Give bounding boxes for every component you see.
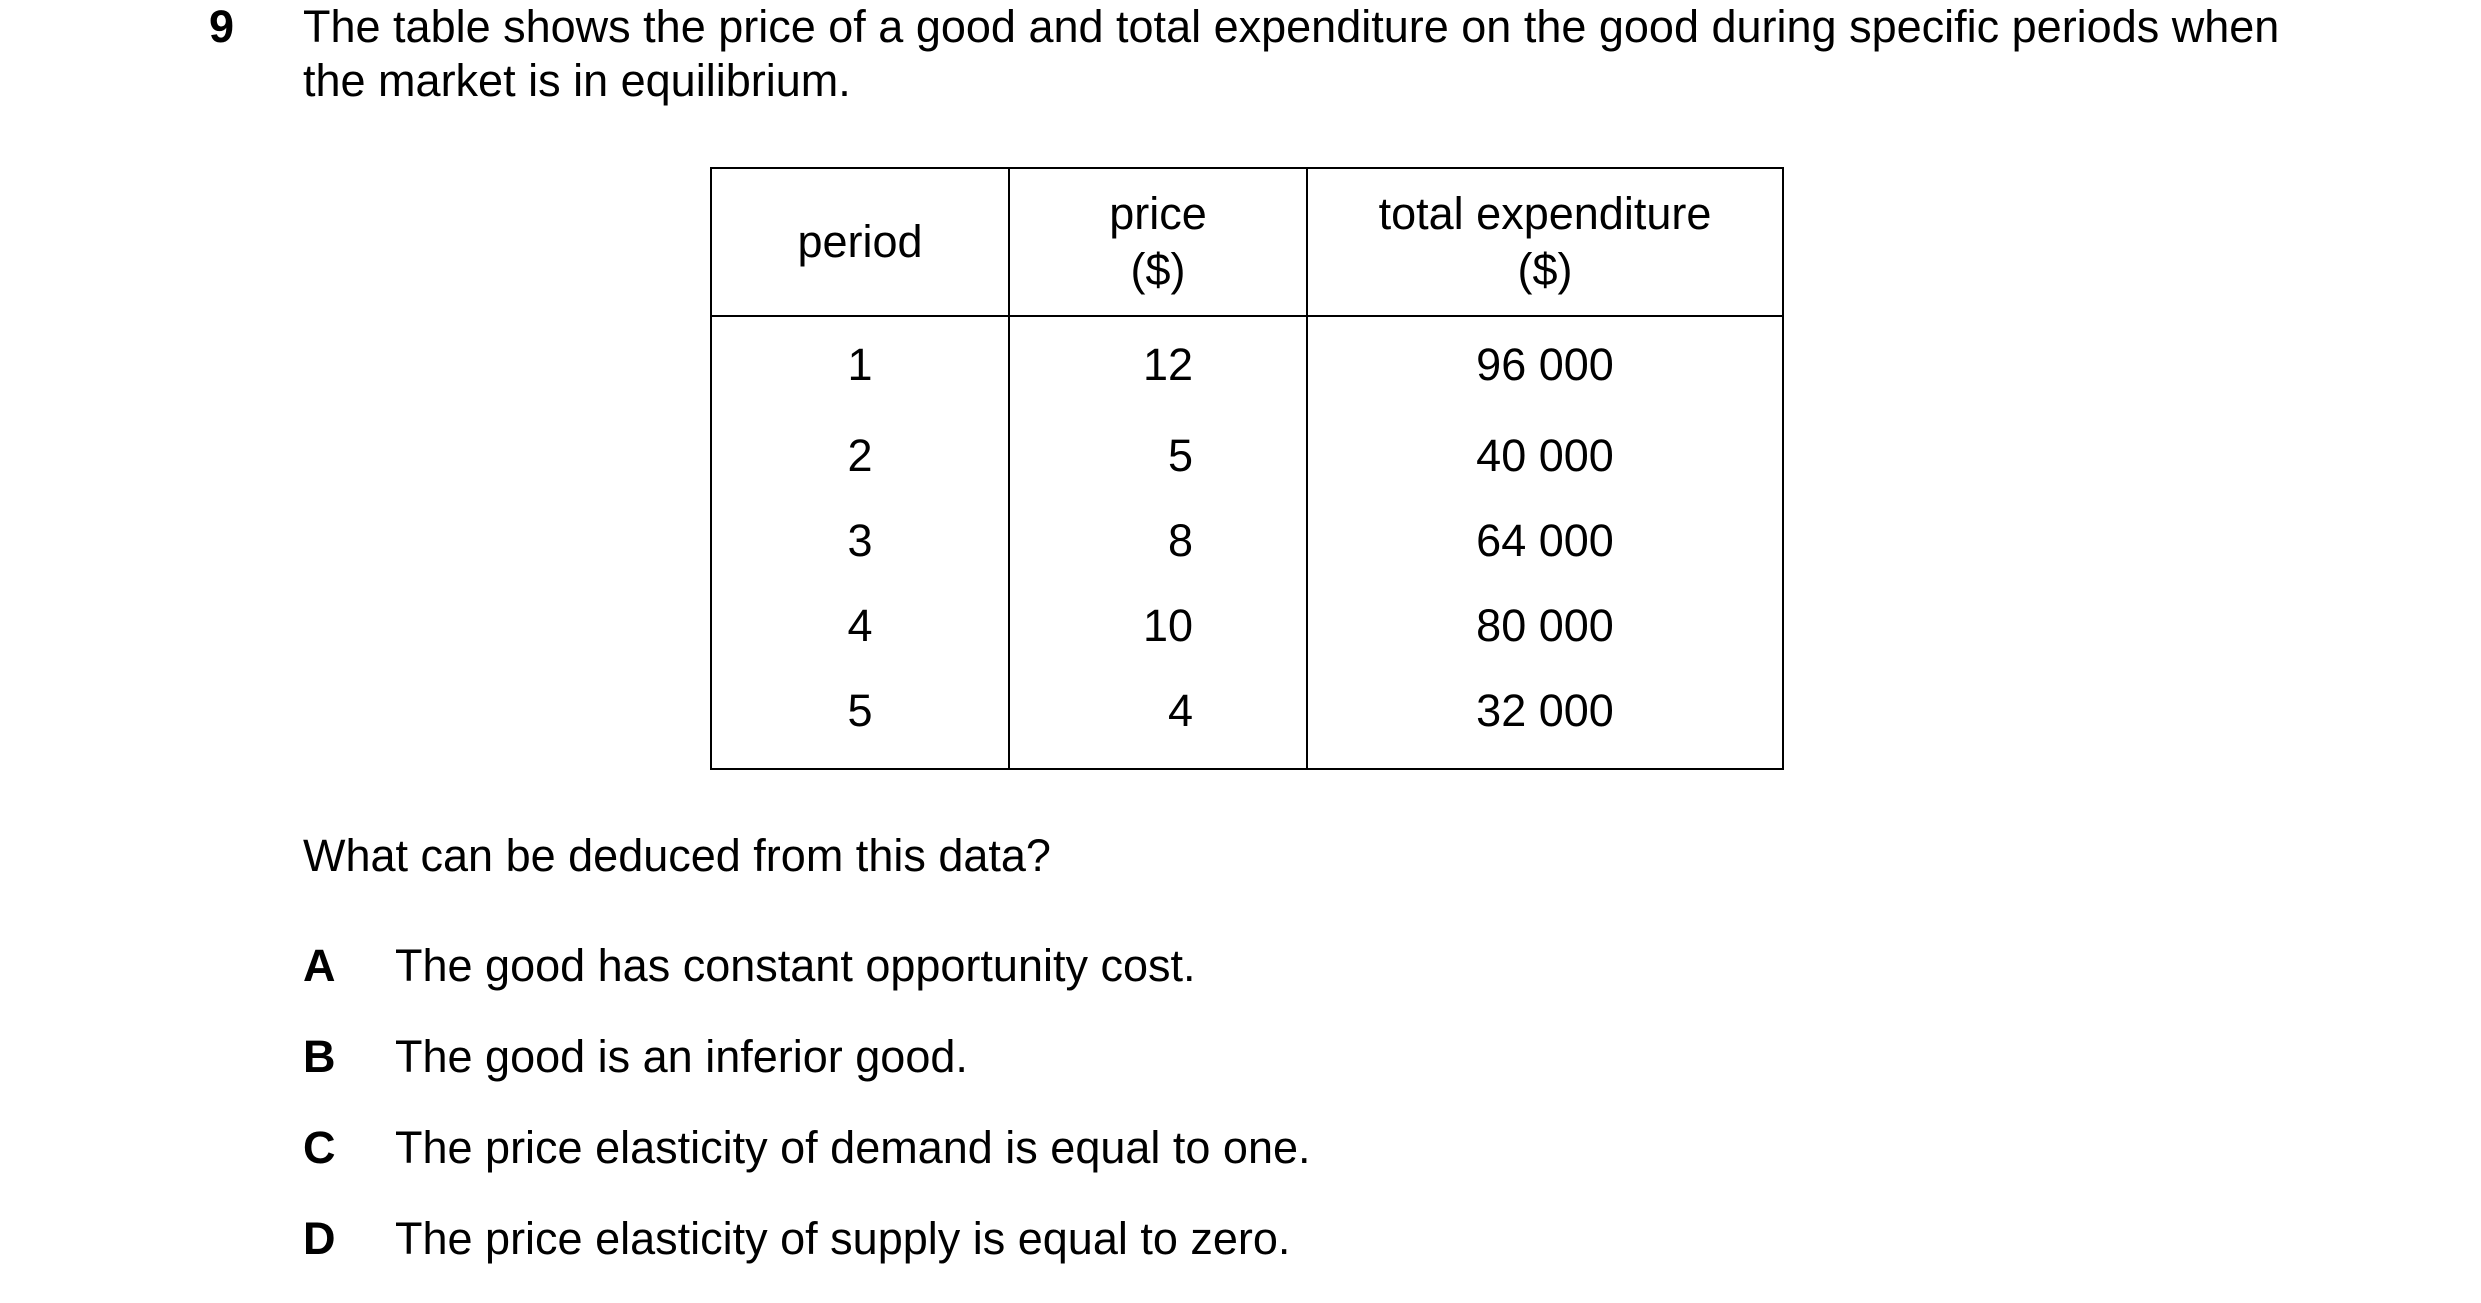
header-price-unit: ($) [1130,244,1186,295]
option-text: The good is an inferior good. [395,1031,968,1082]
cell-expenditure: 40 000 [1307,413,1783,498]
question-stem [303,0,2403,108]
question-prompt: What can be deduced from this data? [303,830,1051,881]
cell-price [1009,583,1307,668]
table-header-row [711,168,1783,316]
table-row [711,316,1783,413]
header-expenditure-unit: ($) [1517,244,1573,295]
option-text: The price elasticity of demand is equal to one. [395,1122,1311,1173]
cell-price [1009,413,1307,498]
cell-price-value: 5 [1167,430,1193,481]
cell-expenditure: 32 000 [1307,668,1783,769]
cell-period: 2 [711,413,1009,498]
table-row [711,498,1783,583]
cell-price [1009,316,1307,413]
table-row [711,413,1783,498]
cell-price-value: 12 [1142,339,1193,390]
option-letter: B [303,1031,336,1082]
cell-price-value: 4 [1167,685,1193,736]
cell-price [1009,498,1307,583]
cell-price-value: 10 [1142,600,1193,651]
header-price [1009,168,1307,316]
option-letter: C [303,1122,336,1173]
header-period [711,168,1009,316]
cell-price-value: 8 [1167,515,1193,566]
cell-price [1009,668,1307,769]
question-number: 9 [209,1,235,52]
header-expenditure-label: total expenditure [1378,188,1712,239]
question-stem-line-1: The table shows the price of a good and total expenditure on the good during specific periods when [303,1,2280,52]
data-table [710,167,1784,770]
header-total-expenditure [1307,168,1783,316]
cell-period: 3 [711,498,1009,583]
cell-expenditure: 80 000 [1307,583,1783,668]
cell-period: 5 [711,668,1009,769]
header-price-label: price [1109,188,1207,239]
table-row [711,668,1783,769]
option-text: The price elasticity of supply is equal to zero. [395,1213,1291,1264]
cell-period: 1 [711,316,1009,413]
cell-period: 4 [711,583,1009,668]
option-letter: D [303,1213,336,1264]
header-period-label: period [797,216,923,267]
table-row [711,583,1783,668]
cell-expenditure: 96 000 [1307,316,1783,413]
cell-expenditure: 64 000 [1307,498,1783,583]
option-letter: A [303,940,336,991]
option-text: The good has constant opportunity cost. [395,940,1196,991]
question-stem-line-2: the market is in equilibrium. [303,55,851,106]
